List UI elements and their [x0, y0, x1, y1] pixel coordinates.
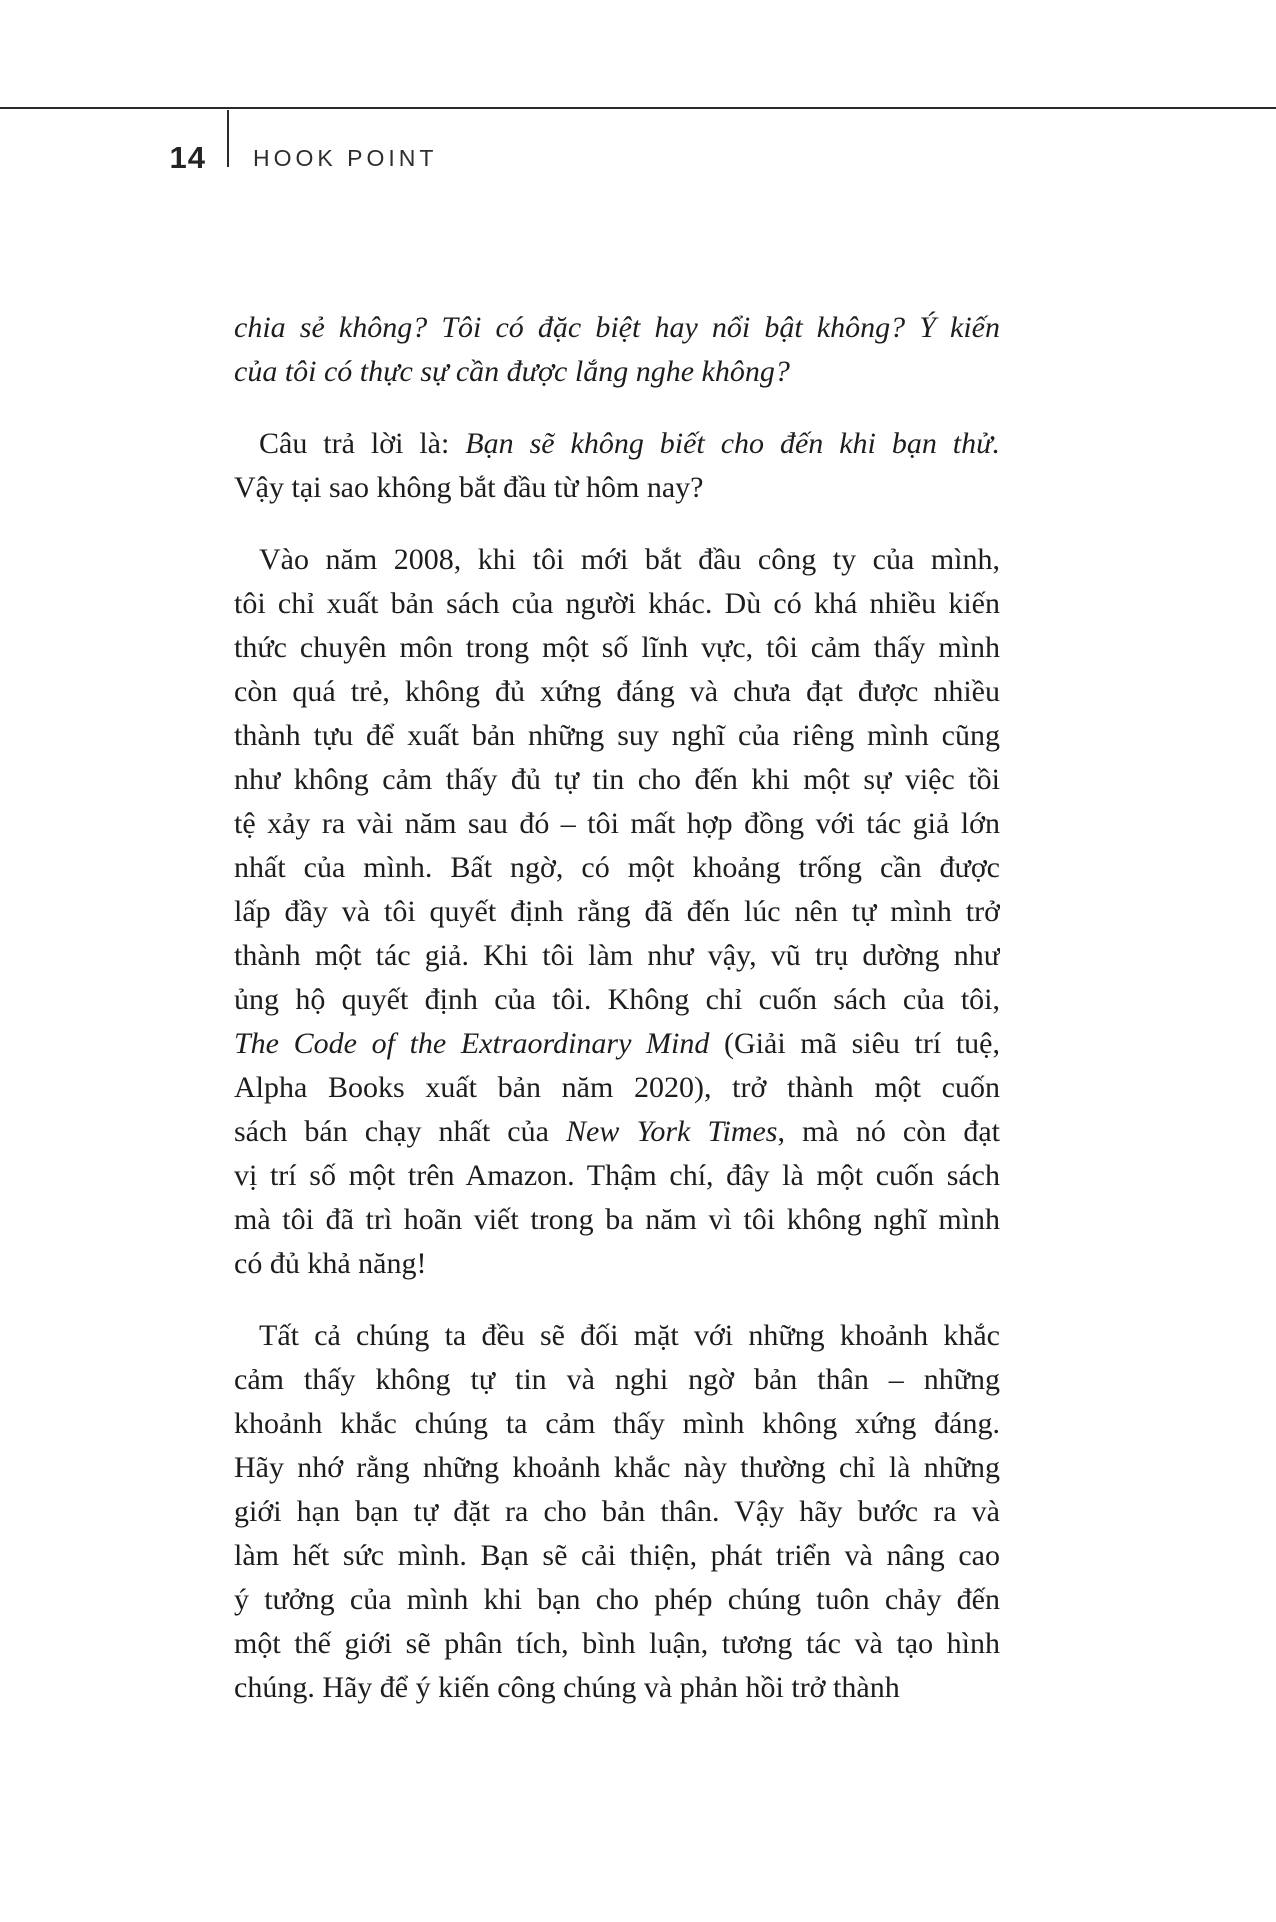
text-line — [234, 538, 1000, 582]
paragraph — [234, 1314, 1000, 1710]
text-line — [234, 1066, 1000, 1110]
text-line — [234, 1358, 1000, 1402]
header-rule — [0, 107, 1276, 109]
text-line — [234, 758, 1000, 802]
text-segment: của tôi có thực sự cần được lắng nghe không? — [234, 355, 790, 388]
text-segment: làm hết sức mình. Bạn sẽ cải thiện, phát triển và nâng cao — [234, 1539, 1000, 1572]
text-segment: nhất của mình. Bất ngờ, có một khoảng trống cần được — [234, 851, 1000, 884]
text-line — [234, 670, 1000, 714]
header-divider — [227, 110, 229, 167]
text-segment: New York Times — [566, 1115, 778, 1148]
text-segment: giới hạn bạn tự đặt ra cho bản thân. Vậy hãy bước ra và — [234, 1495, 1000, 1528]
text-line — [234, 1242, 1000, 1286]
text-line — [234, 1534, 1000, 1578]
text-line — [234, 890, 1000, 934]
paragraph — [234, 422, 1000, 510]
paragraph — [234, 306, 1000, 394]
text-line — [234, 846, 1000, 890]
text-segment: tôi chỉ xuất bản sách của người khác. Dù có khá nhiều kiến — [234, 587, 1000, 620]
text-segment: mà tôi đã trì hoãn viết trong ba năm vì tôi không nghĩ mình — [234, 1203, 1000, 1236]
text-line — [234, 1022, 1000, 1066]
running-head-book-title: HOOK POINT — [253, 145, 438, 171]
text-segment: The Code of the Extraordinary Mind — [234, 1027, 710, 1060]
text-line — [234, 1578, 1000, 1622]
text-line — [234, 1490, 1000, 1534]
text-segment: như không cảm thấy đủ tự tin cho đến khi một sự việc tồi — [234, 763, 1000, 796]
text-line — [234, 422, 1000, 466]
text-segment: (Giải mã siêu trí tuệ, — [709, 1027, 1000, 1060]
text-line — [234, 1314, 1000, 1358]
text-segment: tệ xảy ra vài năm sau đó – tôi mất hợp đồng với tác giả lớn — [234, 807, 1000, 840]
text-line — [234, 1446, 1000, 1490]
text-segment: còn quá trẻ, không đủ xứng đáng và chưa đạt được nhiều — [234, 675, 1000, 708]
text-line — [234, 1666, 1000, 1710]
text-segment: có đủ khả năng! — [234, 1247, 427, 1280]
paragraph — [234, 538, 1000, 1286]
text-segment: thức chuyên môn trong một số lĩnh vực, tôi cảm thấy mình — [234, 631, 1000, 664]
text-line — [234, 802, 1000, 846]
text-segment: vị trí số một trên Amazon. Thậm chí, đây là một cuốn sách — [234, 1159, 1000, 1192]
text-line — [234, 306, 1000, 350]
text-line — [234, 978, 1000, 1022]
text-segment: Vào năm 2008, khi tôi mới bắt đầu công ty của mình, — [259, 543, 1000, 576]
text-segment: Tất cả chúng ta đều sẽ đối mặt với những khoảnh khắc — [259, 1319, 1000, 1352]
text-line — [234, 1154, 1000, 1198]
text-line — [234, 466, 1000, 510]
page-number: 14 — [169, 140, 206, 175]
text-line — [234, 1110, 1000, 1154]
text-segment: Câu trả lời là: — [259, 427, 466, 460]
text-segment: Bạn sẽ không biết cho đến khi bạn thử. — [465, 427, 1000, 460]
text-line — [234, 714, 1000, 758]
text-segment: Vậy tại sao không bắt đầu từ hôm nay? — [234, 471, 704, 504]
text-line — [234, 1198, 1000, 1242]
text-segment: khoảnh khắc chúng ta cảm thấy mình không xứng đáng. — [234, 1407, 1000, 1440]
text-segment: Hãy nhớ rằng những khoảnh khắc này thường chỉ là những — [234, 1451, 1000, 1484]
text-segment: ý tưởng của mình khi bạn cho phép chúng tuôn chảy đến — [234, 1583, 1000, 1616]
text-line — [234, 934, 1000, 978]
text-segment: thành một tác giả. Khi tôi làm như vậy, vũ trụ dường như — [234, 939, 1000, 972]
text-segment: ủng hộ quyết định của tôi. Không chỉ cuốn sách của tôi, — [234, 983, 1000, 1016]
text-segment: Alpha Books xuất bản năm 2020), trở thành một cuốn — [234, 1071, 1000, 1104]
text-segment: lấp đầy và tôi quyết định rằng đã đến lúc nên tự mình trở — [234, 895, 1000, 928]
text-line — [234, 1622, 1000, 1666]
text-segment: thành tựu để xuất bản những suy nghĩ của riêng mình cũng — [234, 719, 1000, 752]
text-segment: chia sẻ không? Tôi có đặc biệt hay nổi bật không? Ý kiến — [234, 311, 1000, 344]
text-segment: cảm thấy không tự tin và nghi ngờ bản thân – những — [234, 1363, 1000, 1396]
text-segment: , mà nó còn đạt — [777, 1115, 1000, 1148]
text-line — [234, 1402, 1000, 1446]
body-text — [234, 306, 1000, 1710]
text-segment: một thế giới sẽ phân tích, bình luận, tương tác và tạo hình — [234, 1627, 1000, 1660]
text-segment: sách bán chạy nhất của — [234, 1115, 567, 1148]
text-line — [234, 350, 1000, 394]
text-segment: chúng. Hãy để ý kiến công chúng và phản hồi trở thành — [234, 1671, 900, 1704]
text-line — [234, 626, 1000, 670]
text-line — [234, 582, 1000, 626]
